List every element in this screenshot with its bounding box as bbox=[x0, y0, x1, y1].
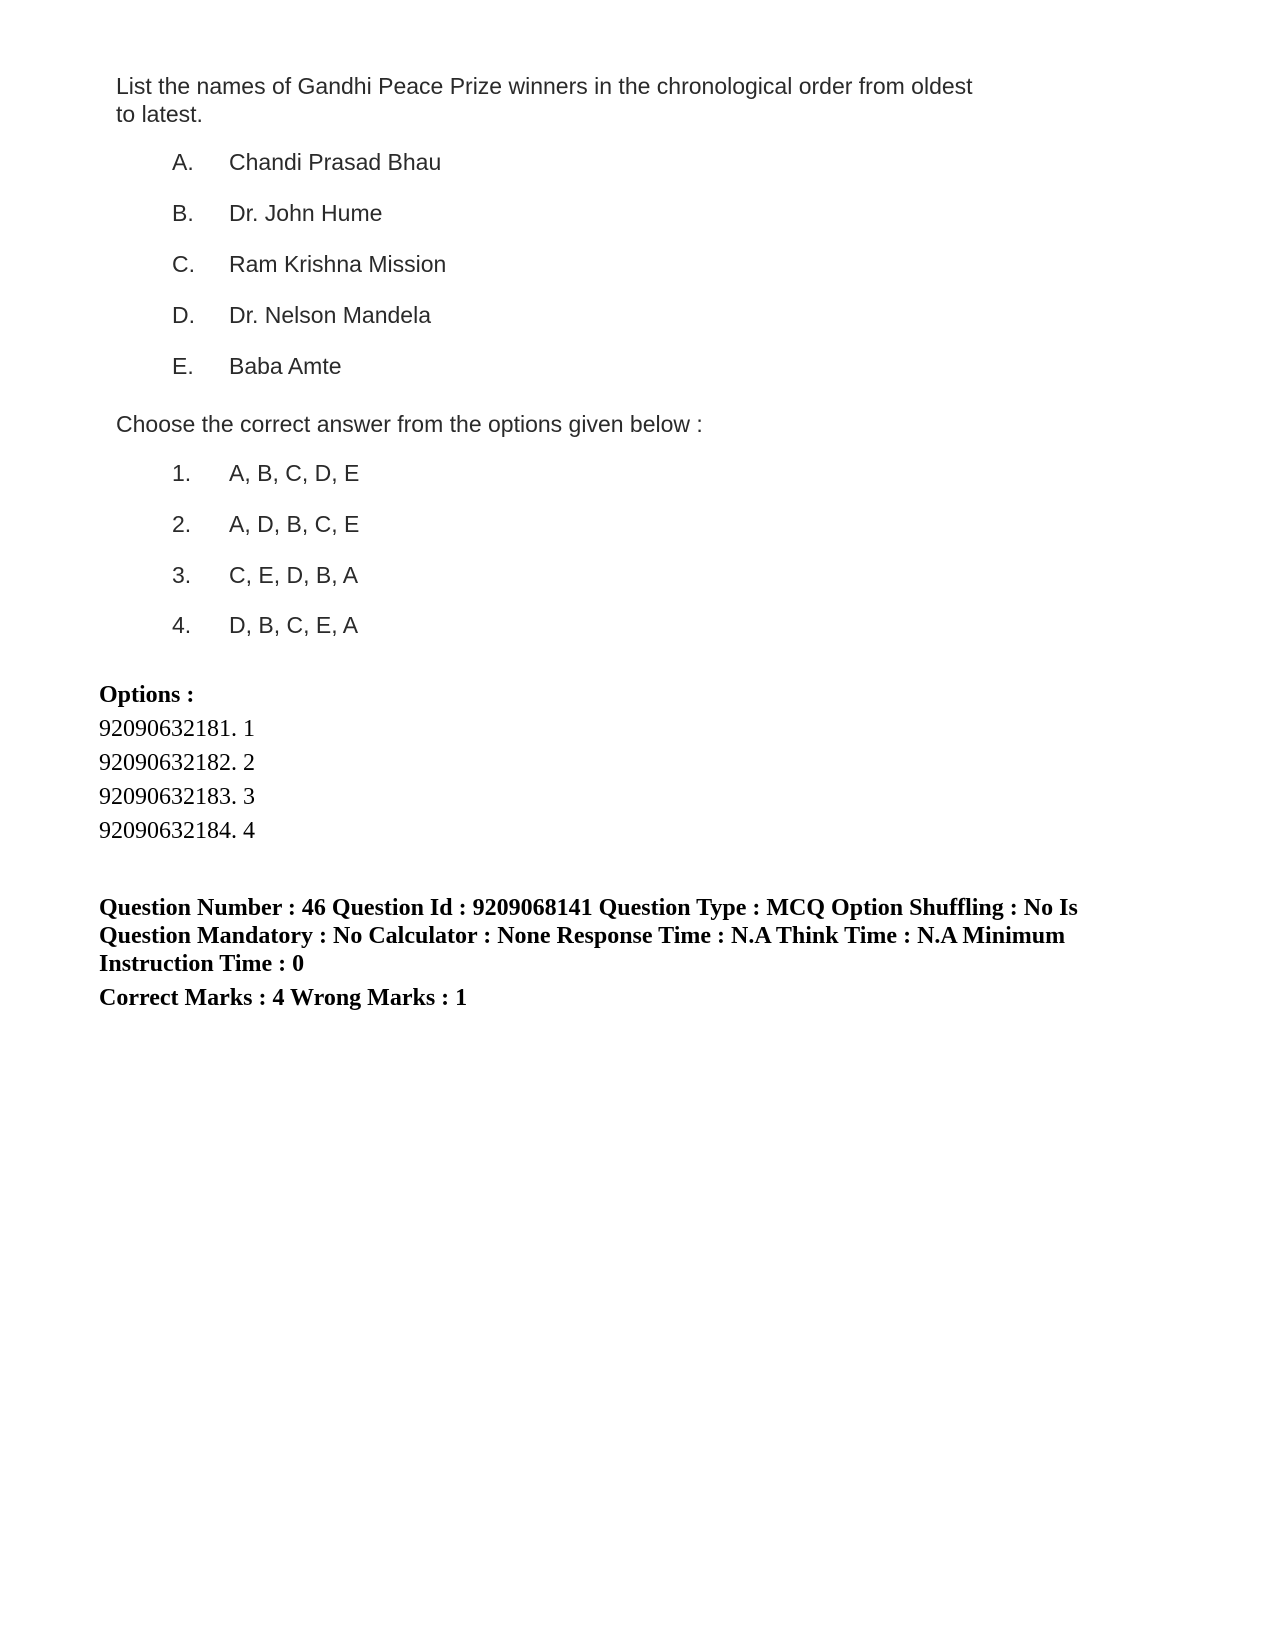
answer-text: A, B, C, D, E bbox=[229, 460, 360, 486]
marks-info: Correct Marks : 4 Wrong Marks : 1 bbox=[99, 985, 468, 1011]
question-image bbox=[100, 60, 1000, 660]
answer-choice-4 bbox=[172, 611, 358, 639]
answer-key: 3. bbox=[172, 562, 192, 588]
item-key: C. bbox=[172, 251, 195, 277]
answer-text: D, B, C, E, A bbox=[229, 612, 359, 638]
answer-key: 1. bbox=[172, 460, 192, 486]
question-info: Question Number : 46 Question Id : 9209068141 Question Type : MCQ Option Shuffling : No Is Question Mandatory : No Calculator : None Response Time : N.A Think Time : N.A Minimum Instruction Time : 0 bbox=[99, 895, 1078, 977]
option-line: 92090632181. 1 bbox=[99, 716, 255, 742]
answer-choice-1 bbox=[172, 459, 359, 487]
option-line: 92090632183. 3 bbox=[99, 784, 255, 810]
choose-instruction: Choose the correct answer from the options given below : bbox=[116, 411, 703, 437]
options-section bbox=[99, 678, 255, 848]
question-stem: List the names of Gandhi Peace Prize winners in the chronological order from oldest to latest. bbox=[116, 73, 973, 127]
item-key: B. bbox=[172, 200, 194, 226]
item-text: Dr. Nelson Mandela bbox=[229, 302, 431, 328]
list-item-e bbox=[172, 352, 342, 380]
list-item-a bbox=[172, 148, 441, 176]
options-title: Options : bbox=[99, 682, 195, 708]
list-item-c bbox=[172, 250, 446, 278]
answer-text: C, E, D, B, A bbox=[229, 562, 359, 588]
answer-text: A, D, B, C, E bbox=[229, 511, 360, 537]
answer-key: 2. bbox=[172, 511, 192, 537]
option-line: 92090632184. 4 bbox=[99, 818, 255, 844]
item-text: Dr. John Hume bbox=[229, 200, 383, 226]
answer-key: 4. bbox=[172, 612, 192, 638]
item-text: Chandi Prasad Bhau bbox=[229, 149, 442, 175]
list-item-b bbox=[172, 199, 382, 227]
item-key: D. bbox=[172, 302, 195, 328]
answer-choice-3 bbox=[172, 561, 358, 589]
item-text: Ram Krishna Mission bbox=[229, 251, 447, 277]
question-info-section bbox=[99, 894, 1129, 1012]
list-item-d bbox=[172, 301, 431, 329]
item-text: Baba Amte bbox=[229, 353, 342, 379]
answer-choice-2 bbox=[172, 510, 359, 538]
item-key: A. bbox=[172, 149, 194, 175]
option-line: 92090632182. 2 bbox=[99, 750, 255, 776]
item-key: E. bbox=[172, 353, 194, 379]
